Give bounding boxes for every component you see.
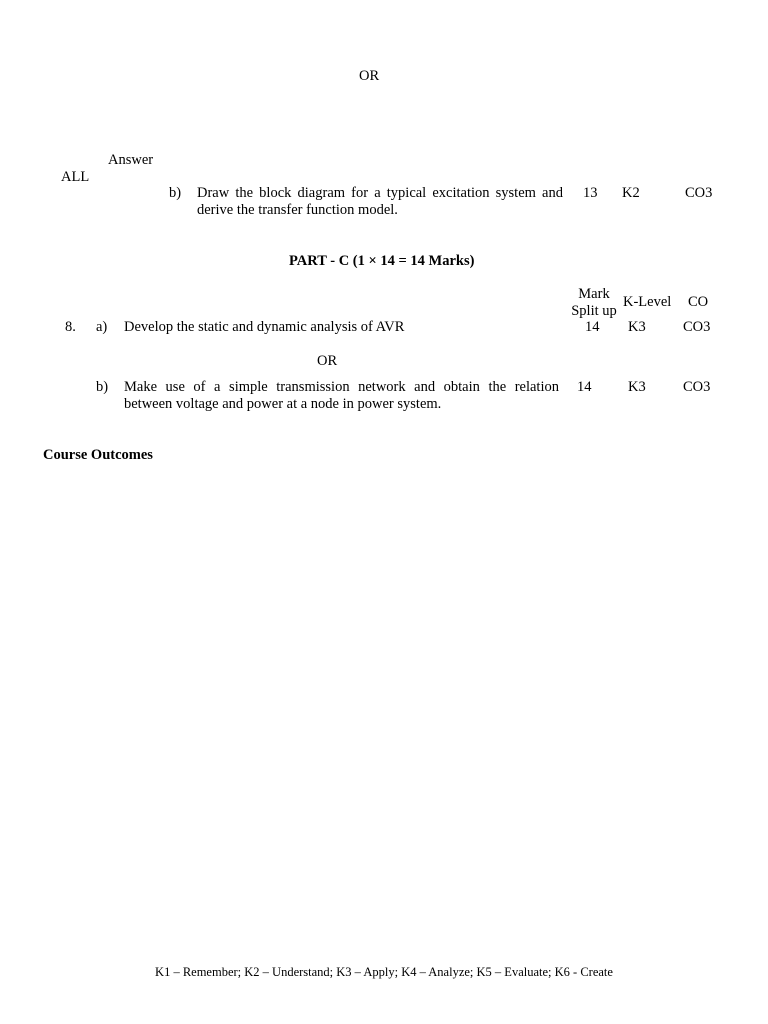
q7b-text: Draw the block diagram for a typical excitation system and derive the transfer function model. xyxy=(197,185,563,218)
or-separator-top: OR xyxy=(359,68,380,84)
q8-number: 8. xyxy=(65,319,76,335)
q8a-co: CO3 xyxy=(683,319,711,335)
q7b-marks: 13 xyxy=(583,185,598,201)
k-level-legend: K1 – Remember; K2 – Understand; K3 – Apply; K4 – Analyze; K5 – Evaluate; K6 - Create xyxy=(155,965,613,979)
part-c-heading: PART - C (1 × 14 = 14 Marks) xyxy=(289,253,475,269)
all-label: ALL xyxy=(61,169,90,185)
q8a-label: a) xyxy=(96,319,108,335)
q8a-text: Develop the static and dynamic analysis of AVR xyxy=(124,319,405,335)
q8b-marks: 14 xyxy=(577,379,592,395)
mark-header-line2: Split up xyxy=(571,303,617,319)
q8b-label: b) xyxy=(96,379,109,395)
q7b-label: b) xyxy=(169,185,182,201)
q8b-text: Make use of a simple transmission network and obtain the relation between voltage and power at a node in power system. xyxy=(124,379,559,412)
q7b-co: CO3 xyxy=(685,185,713,201)
answer-label: Answer xyxy=(108,152,154,168)
q8b-k-level: K3 xyxy=(628,379,646,395)
co-header: CO xyxy=(688,294,709,310)
q8a-marks: 14 xyxy=(585,319,600,335)
or-separator-q8: OR xyxy=(317,353,338,369)
k-level-header: K-Level xyxy=(623,294,672,310)
mark-header-line1: Mark xyxy=(578,286,610,302)
q8a-k-level: K3 xyxy=(628,319,646,335)
q8b-co: CO3 xyxy=(683,379,711,395)
course-outcomes-heading: Course Outcomes xyxy=(43,447,153,463)
q7b-k-level: K2 xyxy=(622,185,640,201)
